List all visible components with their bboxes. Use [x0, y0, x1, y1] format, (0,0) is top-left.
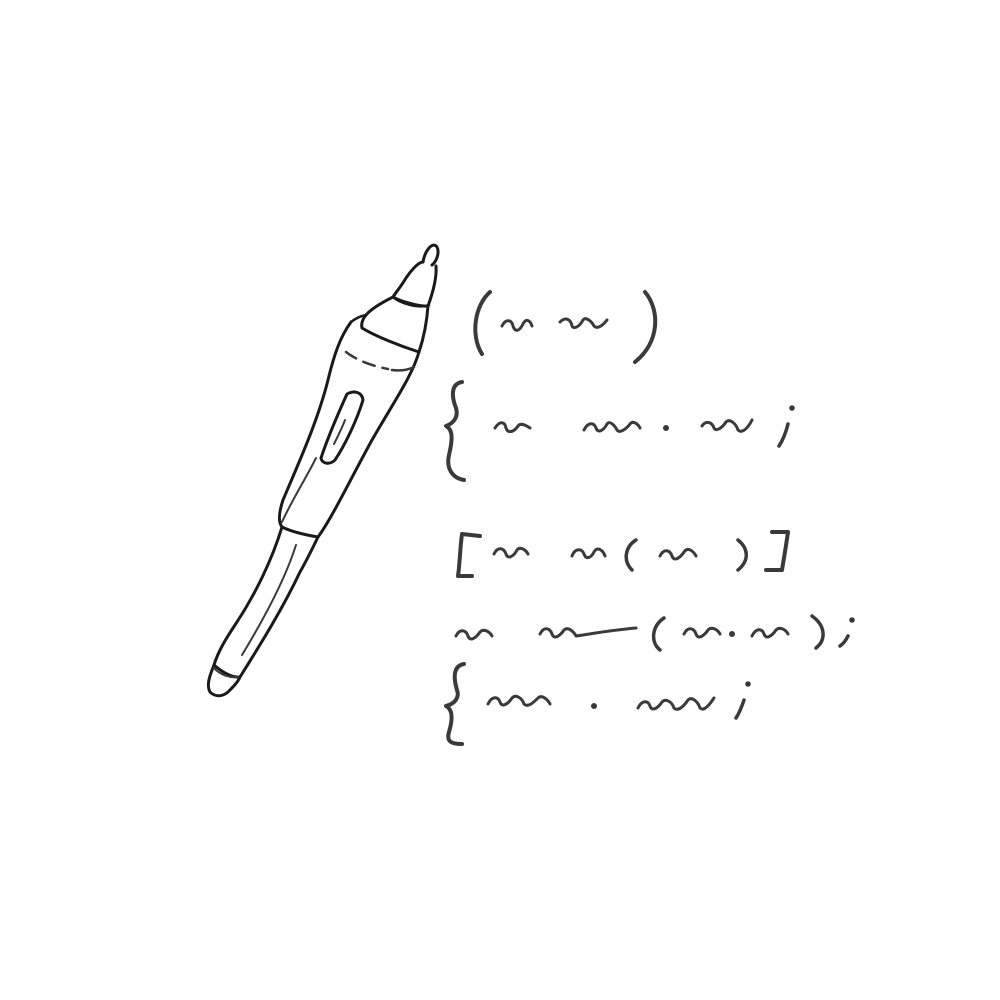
code-squiggles: [446, 292, 855, 744]
code-line-3: [458, 532, 788, 576]
pen-barrel: [214, 527, 318, 677]
code-line-5: [446, 664, 751, 744]
dot-glyph: [729, 631, 735, 637]
pen-end-cap: [208, 665, 240, 696]
semicolon-dot-glyph: [849, 617, 855, 623]
close-paren-glyph: [635, 292, 655, 362]
open-bracket-glyph: [458, 534, 480, 576]
code-line-1: [475, 292, 655, 362]
squiggle-glyph: [684, 628, 720, 637]
semicolon-tail-glyph: [840, 636, 848, 646]
squiggle-glyph: [572, 549, 605, 558]
squiggle-glyph: [560, 319, 607, 328]
squiggle-glyph: [702, 420, 752, 431]
open-paren-glyph: [654, 618, 664, 650]
open-paren-glyph: [626, 540, 636, 570]
dot-glyph: [591, 703, 597, 709]
dot-glyph: [663, 425, 669, 431]
code-line-4: [456, 616, 855, 650]
pen-grip-line: [346, 352, 388, 369]
semicolon-dot-glyph: [789, 405, 795, 411]
stylus-pen-icon: [208, 245, 438, 696]
squiggle-glyph: [495, 423, 530, 432]
semicolon-tail-glyph: [779, 424, 788, 446]
code-line-2: [446, 382, 795, 480]
semicolon-tail-glyph: [736, 700, 744, 718]
squiggle-glyph: [494, 548, 528, 557]
squiggle-glyph: [638, 698, 714, 709]
squiggle-glyph: [540, 628, 636, 637]
close-bracket-glyph: [766, 532, 788, 570]
close-paren-glyph: [738, 540, 746, 570]
semicolon-dot-glyph: [745, 681, 751, 687]
squiggle-glyph: [752, 628, 788, 637]
squiggle-glyph: [502, 320, 532, 330]
open-brace-glyph: [446, 382, 464, 480]
squiggle-glyph: [584, 422, 640, 431]
squiggle-glyph: [660, 549, 696, 559]
open-brace-glyph: [446, 664, 464, 744]
squiggle-glyph: [488, 696, 550, 705]
close-paren-glyph: [812, 616, 823, 648]
pen-nib: [423, 245, 438, 265]
squiggle-glyph: [456, 630, 492, 639]
open-paren-glyph: [475, 292, 490, 354]
pen-tip-cone: [393, 262, 436, 306]
